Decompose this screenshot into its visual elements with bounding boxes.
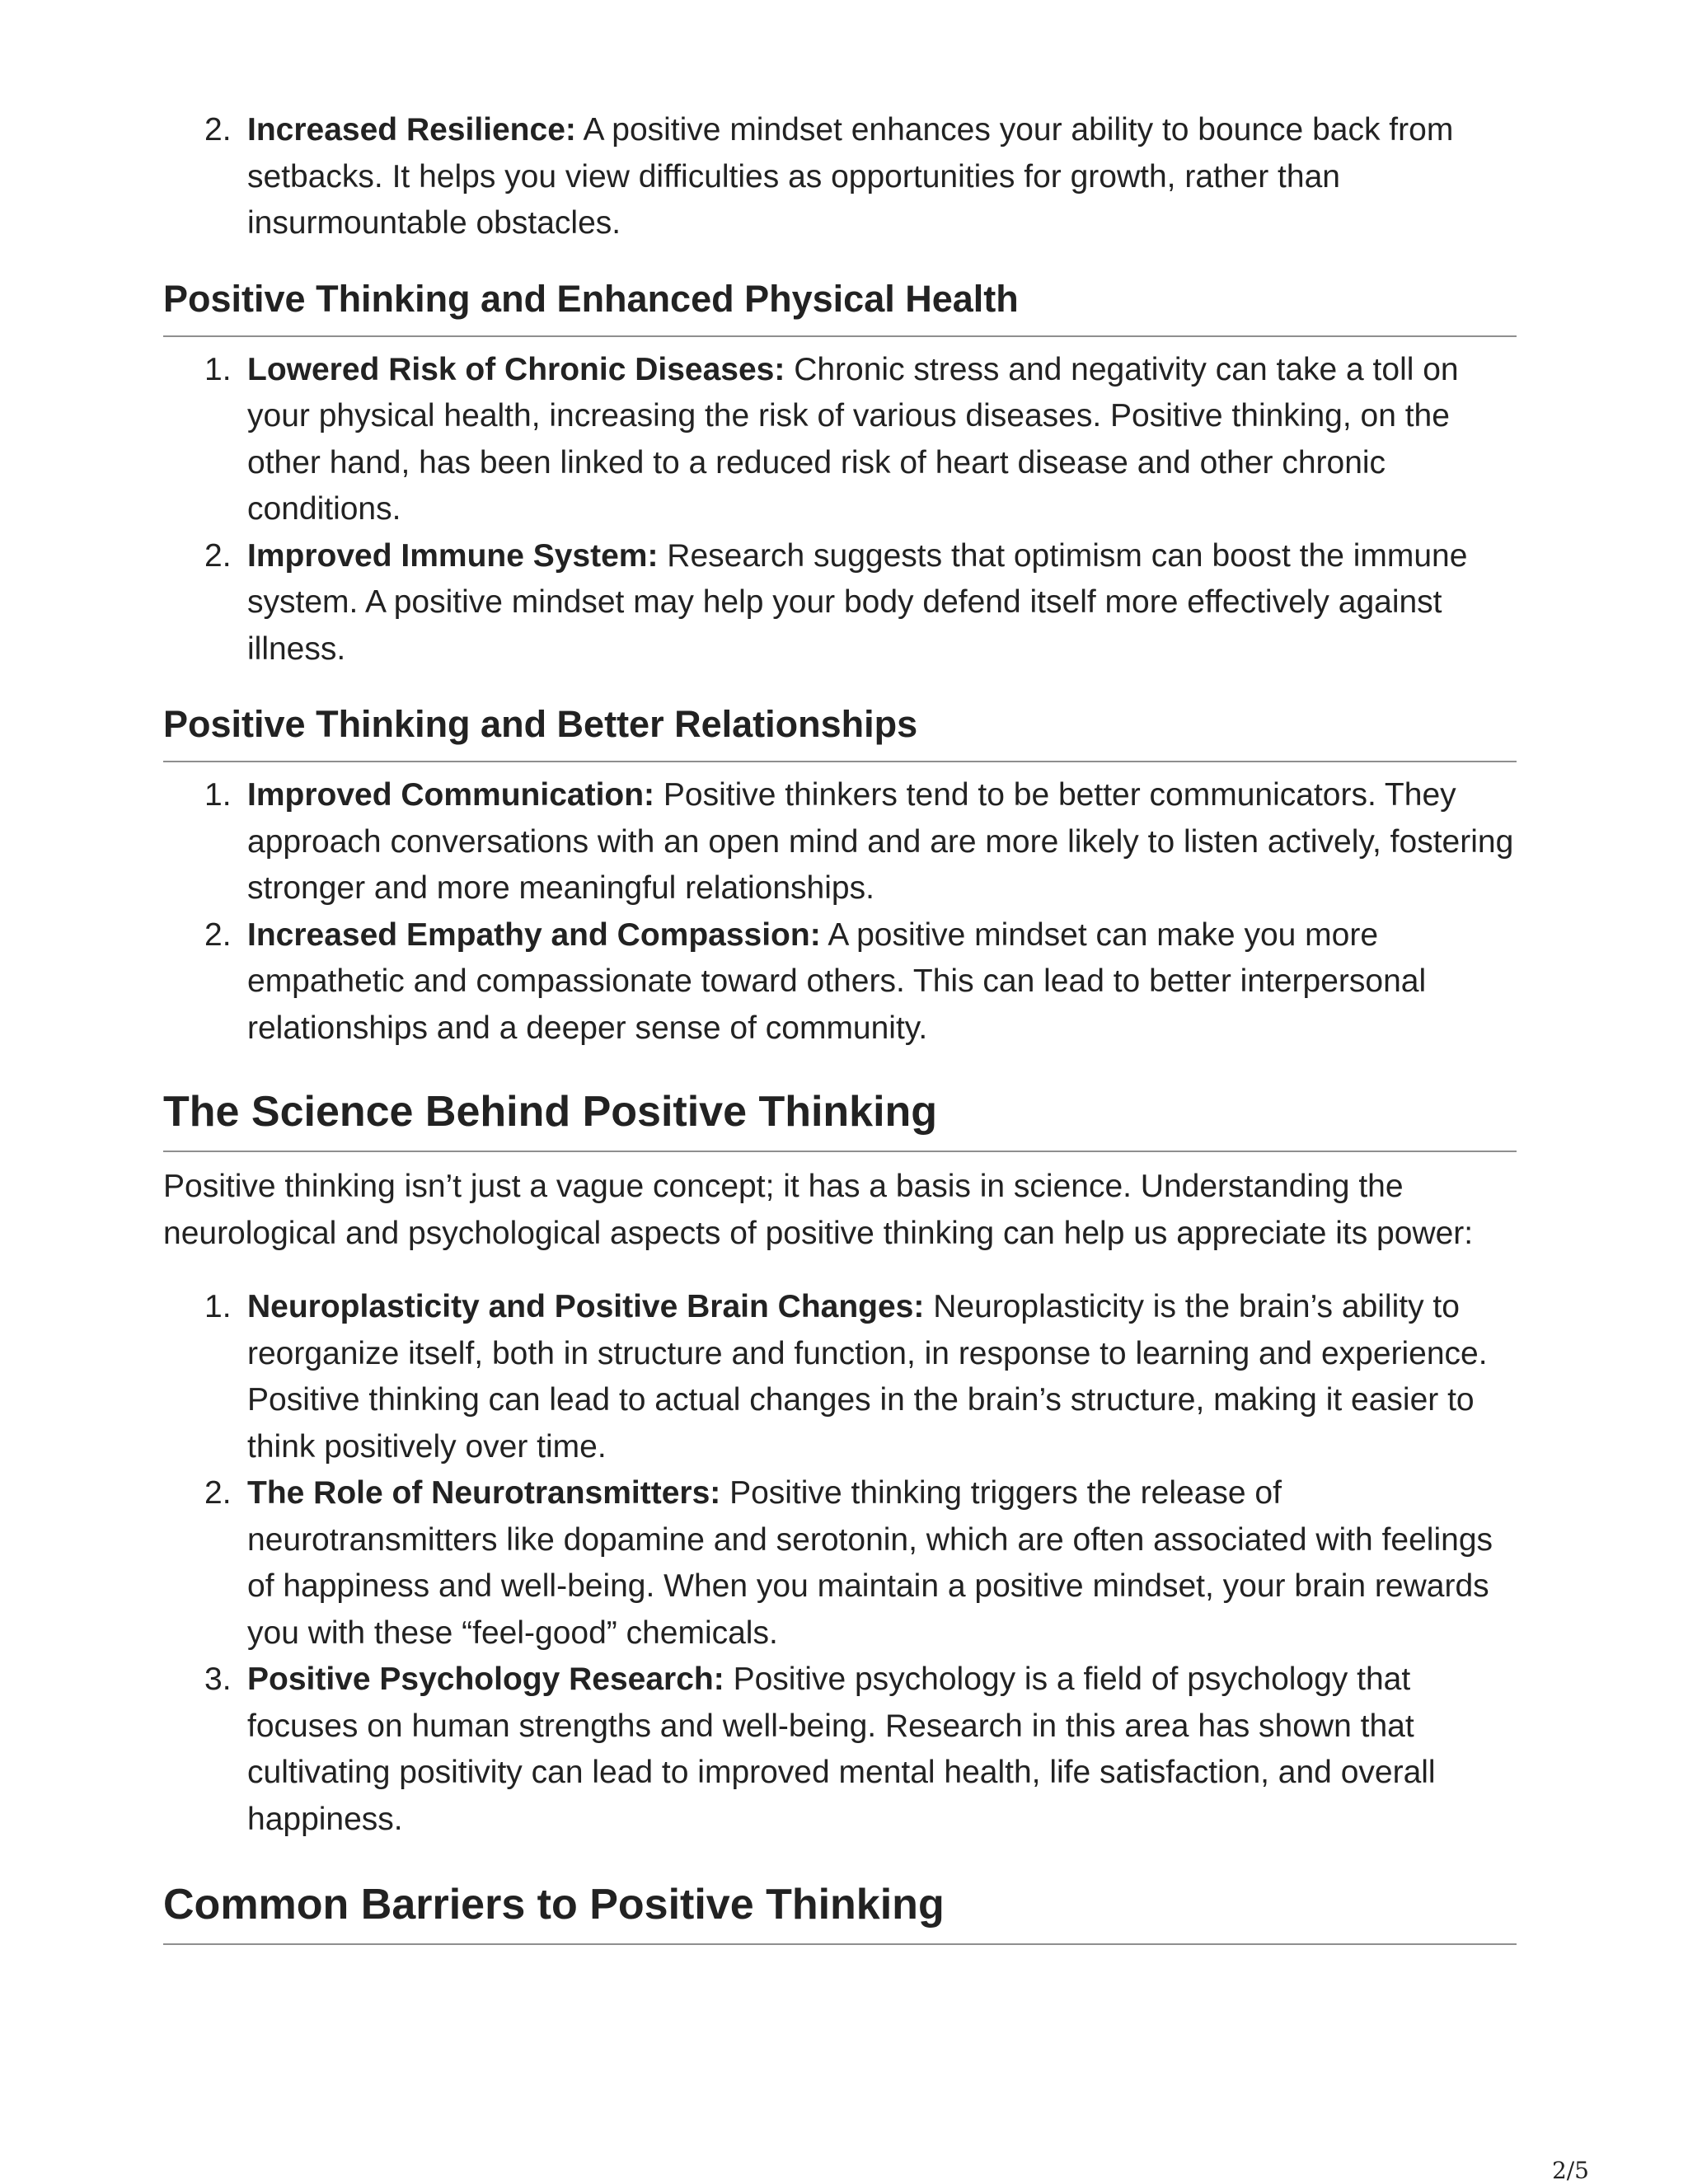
list-item-term: Positive Psychology Research:: [247, 1661, 724, 1697]
list-item: [163, 107, 1517, 247]
list-item-text: Chronic stress and negativity can take a toll on your physical health, increasing the risk of various diseases. Positive thinking, on the other hand, has been linked to a reduced risk of heart disease and other chronic conditions.: [247, 351, 1459, 527]
list-item-text: A positive mindset enhances your ability to bounce back from setbacks. It helps you view difficulties as opportunities for growth, rather than insurmountable obstacles.: [247, 112, 1454, 241]
list-item-text: A positive mindset can make you more empathetic and compassionate toward others. This can lead to better interpersonal relationships and a deeper sense of community.: [247, 916, 1427, 1046]
relationships-list: [163, 772, 1517, 1052]
list-item: [163, 347, 1517, 533]
science-heading: The Science Behind Positive Thinking: [163, 1085, 1517, 1152]
list-item-text: Positive psychology is a field of psychology that focuses on human strengths and well-being. Research in this area has shown that cultivating positivity can lead to improved mental health, life satisfaction, and overall happiness.: [247, 1661, 1436, 1837]
resilience-list: [163, 107, 1517, 247]
list-item-number: 3.: [204, 1661, 232, 1697]
list-item: [163, 1284, 1517, 1470]
list-item: [163, 912, 1517, 1052]
list-item-term: The Role of Neurotransmitters:: [247, 1475, 721, 1511]
list-item-term: Improved Communication:: [247, 777, 655, 813]
list-item-number: 2.: [204, 112, 232, 148]
list-item-term: Increased Resilience:: [247, 112, 576, 148]
physical-health-list: [163, 347, 1517, 673]
science-intro: Positive thinking isn’t just a vague concept; it has a basis in science. Understanding the neurological and psychological aspects of positive thinking can help us appreciate its power:: [163, 1169, 1474, 1251]
barriers-heading: Common Barriers to Positive Thinking: [163, 1877, 1517, 1945]
list-item-number: 1.: [204, 351, 232, 387]
list-item: [163, 533, 1517, 673]
document-page: [163, 107, 1517, 1945]
list-item: [163, 1470, 1517, 1657]
list-item-term: Lowered Risk of Chronic Diseases:: [247, 351, 785, 387]
list-item-text: Research suggests that optimism can boost the immune system. A positive mindset may help your body defend itself more effectively against illness.: [247, 537, 1468, 667]
list-item-term: Neuroplasticity and Positive Brain Changes:: [247, 1289, 925, 1324]
relationships-heading: Positive Thinking and Better Relationships: [163, 700, 1517, 762]
list-item-text: Positive thinkers tend to be better communicators. They approach conversations with an open mind and are more likely to listen actively, fostering stronger and more meaningful relationships.: [247, 777, 1514, 906]
list-item-term: Improved Immune System:: [247, 537, 659, 574]
list-item-text: Positive thinking triggers the release of neurotransmitters like dopamine and serotonin, which are often associated with feelings of happiness and well-being. When you maintain a positive mindset, your brain rewards you with these “feel-good” chemicals.: [247, 1475, 1493, 1651]
list-item-number: 1.: [204, 777, 232, 813]
page-number: 2/5: [1551, 2157, 1589, 2184]
list-item-term: Increased Empathy and Compassion:: [247, 916, 821, 953]
list-item: [163, 1657, 1517, 1843]
science-list: [163, 1284, 1517, 1843]
list-item-number: 2.: [204, 537, 232, 574]
physical-health-heading: Positive Thinking and Enhanced Physical Health: [163, 274, 1517, 337]
list-item: [163, 772, 1517, 912]
list-item-number: 2.: [204, 1475, 232, 1511]
list-item-number: 2.: [204, 916, 232, 953]
list-item-number: 1.: [204, 1289, 232, 1324]
list-item-text: Neuroplasticity is the brain’s ability to reorganize itself, both in structure and function, in response to learning and experience. Positive thinking can lead to actual changes in the brain’s structure, making it easier to think positively over time.: [247, 1289, 1488, 1465]
